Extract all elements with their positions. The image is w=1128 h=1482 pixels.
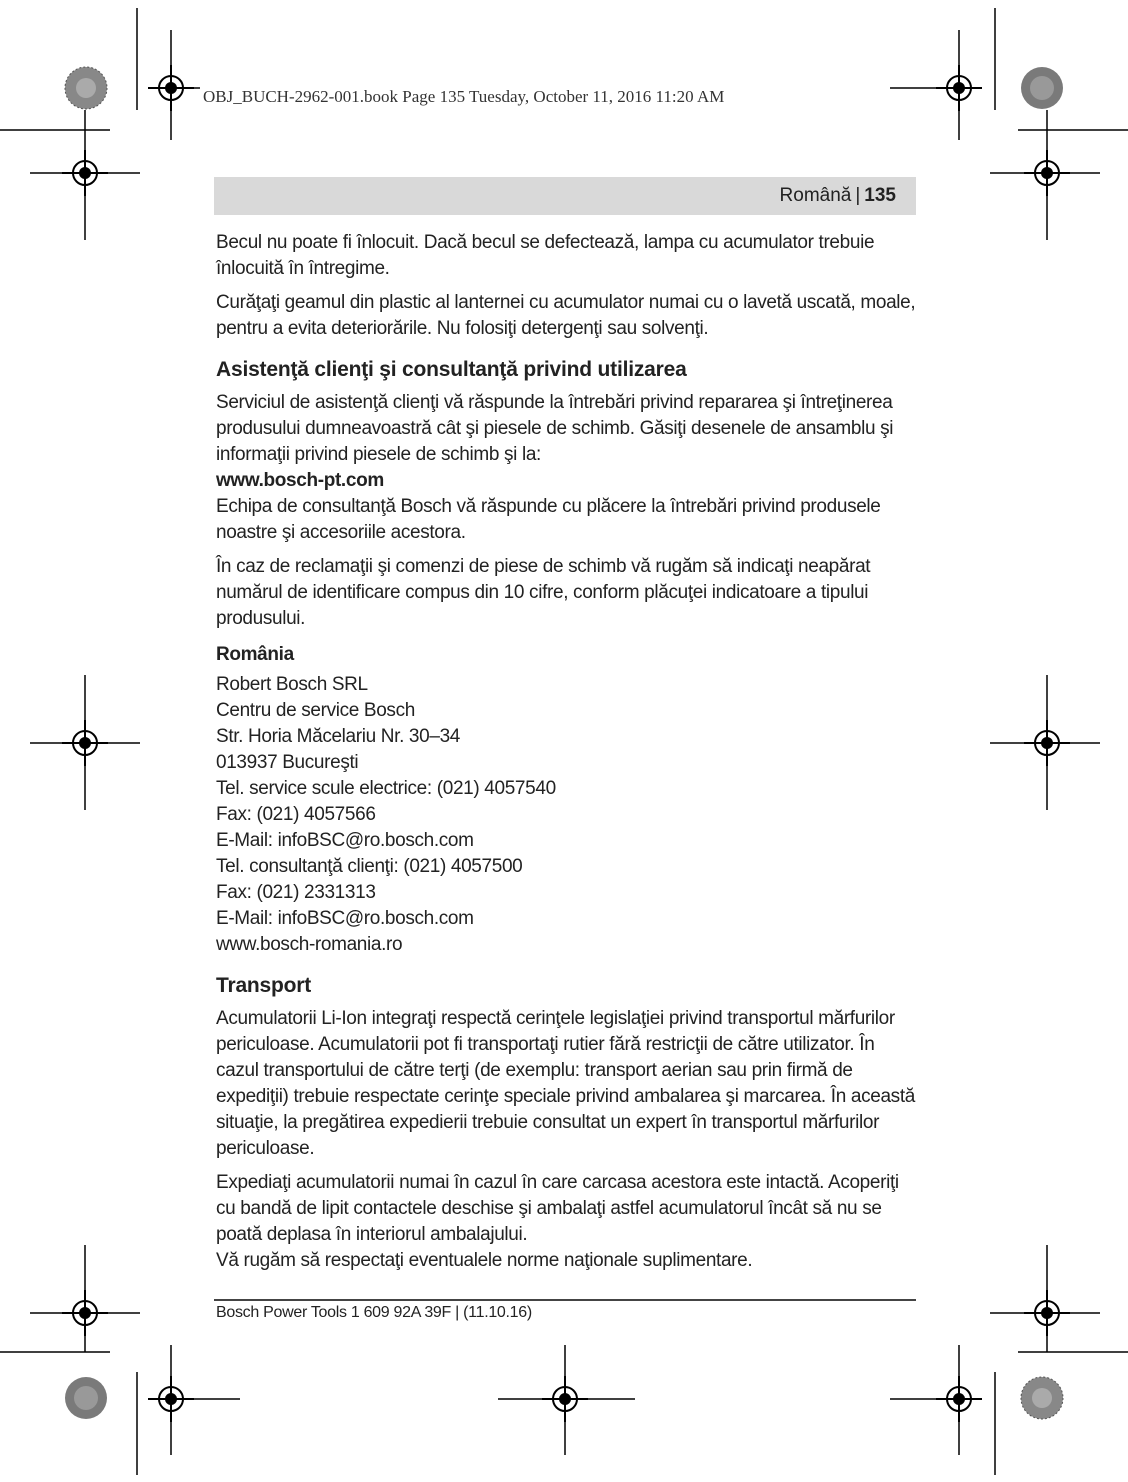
paragraph-cleaning: Curăţaţi geamul din plastic al lanternei cu acumulator numai cu o lavetă uscată, moale, pentru a evita deteriorările. Nu folosiţi detergenţi sau solvenţi.	[216, 292, 916, 339]
paragraph-bulb: Becul nu poate fi înlocuit. Dacă becul se defectează, lampa cu acumulator trebuie înlocuită în întregime.	[216, 232, 875, 279]
phone-line: Tel. service scule electrice: (021) 4057540	[216, 778, 556, 799]
page-content	[216, 230, 918, 1282]
page-footer: Bosch Power Tools 1 609 92A 39F | (11.10.16)	[216, 1304, 532, 1321]
country-heading: România	[216, 644, 294, 665]
header-text	[780, 185, 896, 207]
website-link[interactable]: www.bosch-pt.com	[216, 470, 384, 491]
footer-rule	[214, 1299, 916, 1301]
section-heading-transport: Transport	[216, 974, 312, 997]
address-line: Robert Bosch SRL	[216, 674, 368, 695]
page-header	[214, 177, 916, 215]
color-wheel-top-right	[1020, 66, 1064, 110]
paragraph-transport-2: Expediaţi acumulatorii numai în cazul în care carcasa acestora este intactă. Acoperiţi cu bandă de lipit contactele deschise şi ambalaţi astfel acumulatorul încât să nu se poată deplasa în interiorul ambalajului.	[216, 1172, 899, 1245]
paragraph-transport-3: Vă rugăm să respectaţi eventualele norme naţionale suplimentare.	[216, 1250, 753, 1271]
paragraph-service: Serviciul de asistenţă clienţi vă răspunde la întrebări privind repararea şi întreţinerea produsului dumneavoastră cât şi piesele de schimb. Găsiţi desenele de ansamblu şi informaţii privind piesele de schimb şi la:	[216, 392, 894, 465]
color-wheel-top-left	[64, 66, 108, 110]
address-line: Str. Horia Măcelariu Nr. 30–34	[216, 726, 461, 747]
color-wheel-bottom-left	[64, 1376, 108, 1420]
website-line[interactable]: www.bosch-romania.ro	[216, 934, 403, 955]
fax-line: Fax: (021) 2331313	[216, 882, 376, 903]
paragraph-transport-1: Acumulatorii Li-Ion integraţi respectă cerinţele legislaţiei privind transportul mărfurilor periculoase. Acumulatorii pot fi transportaţi rutier fără restricţii de către utilizator. În cazul transportului de către terţi (de exemplu: transport aerian sau prin firmă de expediţii) trebuie respectate cerinţe speciale privind ambalarea şi marcarea. În această situaţie, la pregătirea expedierii trebuie consultat un expert în transportul mărfurilor periculoase.	[216, 1008, 915, 1159]
address-block	[216, 672, 918, 958]
address-line: 013937 Bucureşti	[216, 752, 359, 773]
header-language: Română	[779, 185, 852, 206]
color-wheel-bottom-right	[1020, 1376, 1064, 1420]
paragraph-complaints: În caz de reclamaţii şi comenzi de piese de schimb vă rugăm să indicaţi neapărat numărul de identificare compus din 10 cifre, conform plăcuţei indicatoare a tipului produsului.	[216, 556, 871, 629]
email-line[interactable]: E-Mail: infoBSC@ro.bosch.com	[216, 830, 474, 851]
paragraph-consulting: Echipa de consultanţă Bosch vă răspunde cu plăcere la întrebări privind produsele noastre şi accesoriile acestora.	[216, 496, 881, 543]
email-line[interactable]: E-Mail: infoBSC@ro.bosch.com	[216, 908, 474, 929]
print-slug: OBJ_BUCH-2962-001.book Page 135 Tuesday, October 11, 2016 11:20 AM	[203, 87, 725, 106]
header-separator: |	[855, 185, 861, 206]
fax-line: Fax: (021) 4057566	[216, 804, 376, 825]
phone-line: Tel. consultanţă clienţi: (021) 4057500	[216, 856, 523, 877]
section-heading-customer-service: Asistenţă clienţi şi consultanţă privind utilizarea	[216, 358, 687, 381]
page-number: 135	[864, 185, 896, 206]
address-line: Centru de service Bosch	[216, 700, 415, 721]
